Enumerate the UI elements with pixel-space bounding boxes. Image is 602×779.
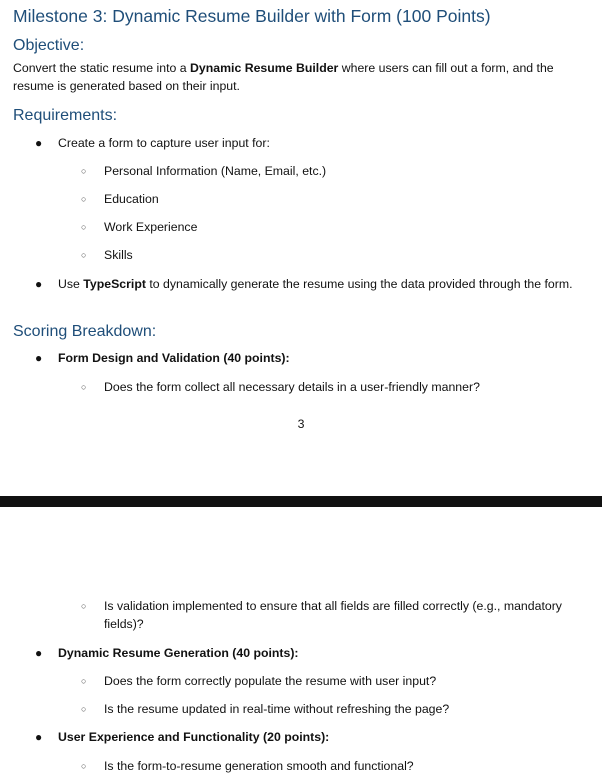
bullet-icon: ● (35, 136, 43, 150)
page-title: Milestone 3: Dynamic Resume Builder with Form (100 Points) (13, 6, 491, 26)
sub-list-text: Is the resume updated in real-time without refreshing the page? (104, 702, 450, 716)
objective-text-pre: Convert the static resume into a (13, 61, 191, 75)
bullet-icon: ● (35, 730, 43, 744)
requirement-text-bold: TypeScript (83, 277, 146, 291)
circle-bullet-icon: ○ (81, 676, 87, 686)
sub-list-text: Does the form collect all necessary details in a user-friendly manner? (104, 380, 480, 394)
document-page-4 (0, 507, 602, 779)
requirements-heading: Requirements: (13, 107, 118, 124)
objective-text-bold: Dynamic Resume Builder (190, 61, 339, 75)
circle-bullet-icon: ○ (81, 194, 87, 204)
bullet-icon: ● (35, 646, 43, 660)
objective-text-post: where users can fill out a form, and the resume is generated based on their input. (13, 61, 554, 93)
page-break (0, 496, 602, 507)
circle-bullet-icon: ○ (81, 222, 87, 232)
objective-heading: Objective: (13, 37, 85, 54)
circle-bullet-icon: ○ (81, 382, 87, 392)
requirement-text (58, 275, 588, 293)
scoring-item-title: Dynamic Resume Generation (40 points): (58, 646, 299, 660)
sub-list-text: Is validation implemented to ensure that all fields are filled correctly (e.g., mandatory fields)? (104, 599, 562, 631)
sub-list-text: Work Experience (104, 220, 198, 234)
requirement-text: Create a form to capture user input for: (58, 136, 270, 150)
scoring-item-title: Form Design and Validation (40 points): (58, 351, 290, 365)
sub-list-text: Education (104, 192, 159, 206)
circle-bullet-icon: ○ (81, 250, 87, 260)
sub-list-text: Is the form-to-resume generation smooth and functional? (104, 759, 414, 773)
objective-paragraph (13, 59, 598, 95)
scoring-item-title: User Experience and Functionality (20 points): (58, 730, 330, 744)
scoring-heading: Scoring Breakdown: (13, 323, 157, 340)
page-number: 3 (297, 417, 305, 431)
circle-bullet-icon: ○ (81, 761, 87, 771)
circle-bullet-icon: ○ (81, 601, 87, 611)
circle-bullet-icon: ○ (81, 704, 87, 714)
requirement-text-post: to dynamically generate the resume using the data provided through the form. (145, 277, 573, 291)
circle-bullet-icon: ○ (81, 166, 87, 176)
bullet-icon: ● (35, 351, 43, 365)
sub-list-text: Skills (104, 248, 133, 262)
sub-list-text: Does the form correctly populate the resume with user input? (104, 674, 437, 688)
bullet-icon: ● (35, 277, 43, 291)
sub-list-text: Personal Information (Name, Email, etc.) (104, 164, 327, 178)
requirement-text-pre: Use (58, 277, 84, 291)
